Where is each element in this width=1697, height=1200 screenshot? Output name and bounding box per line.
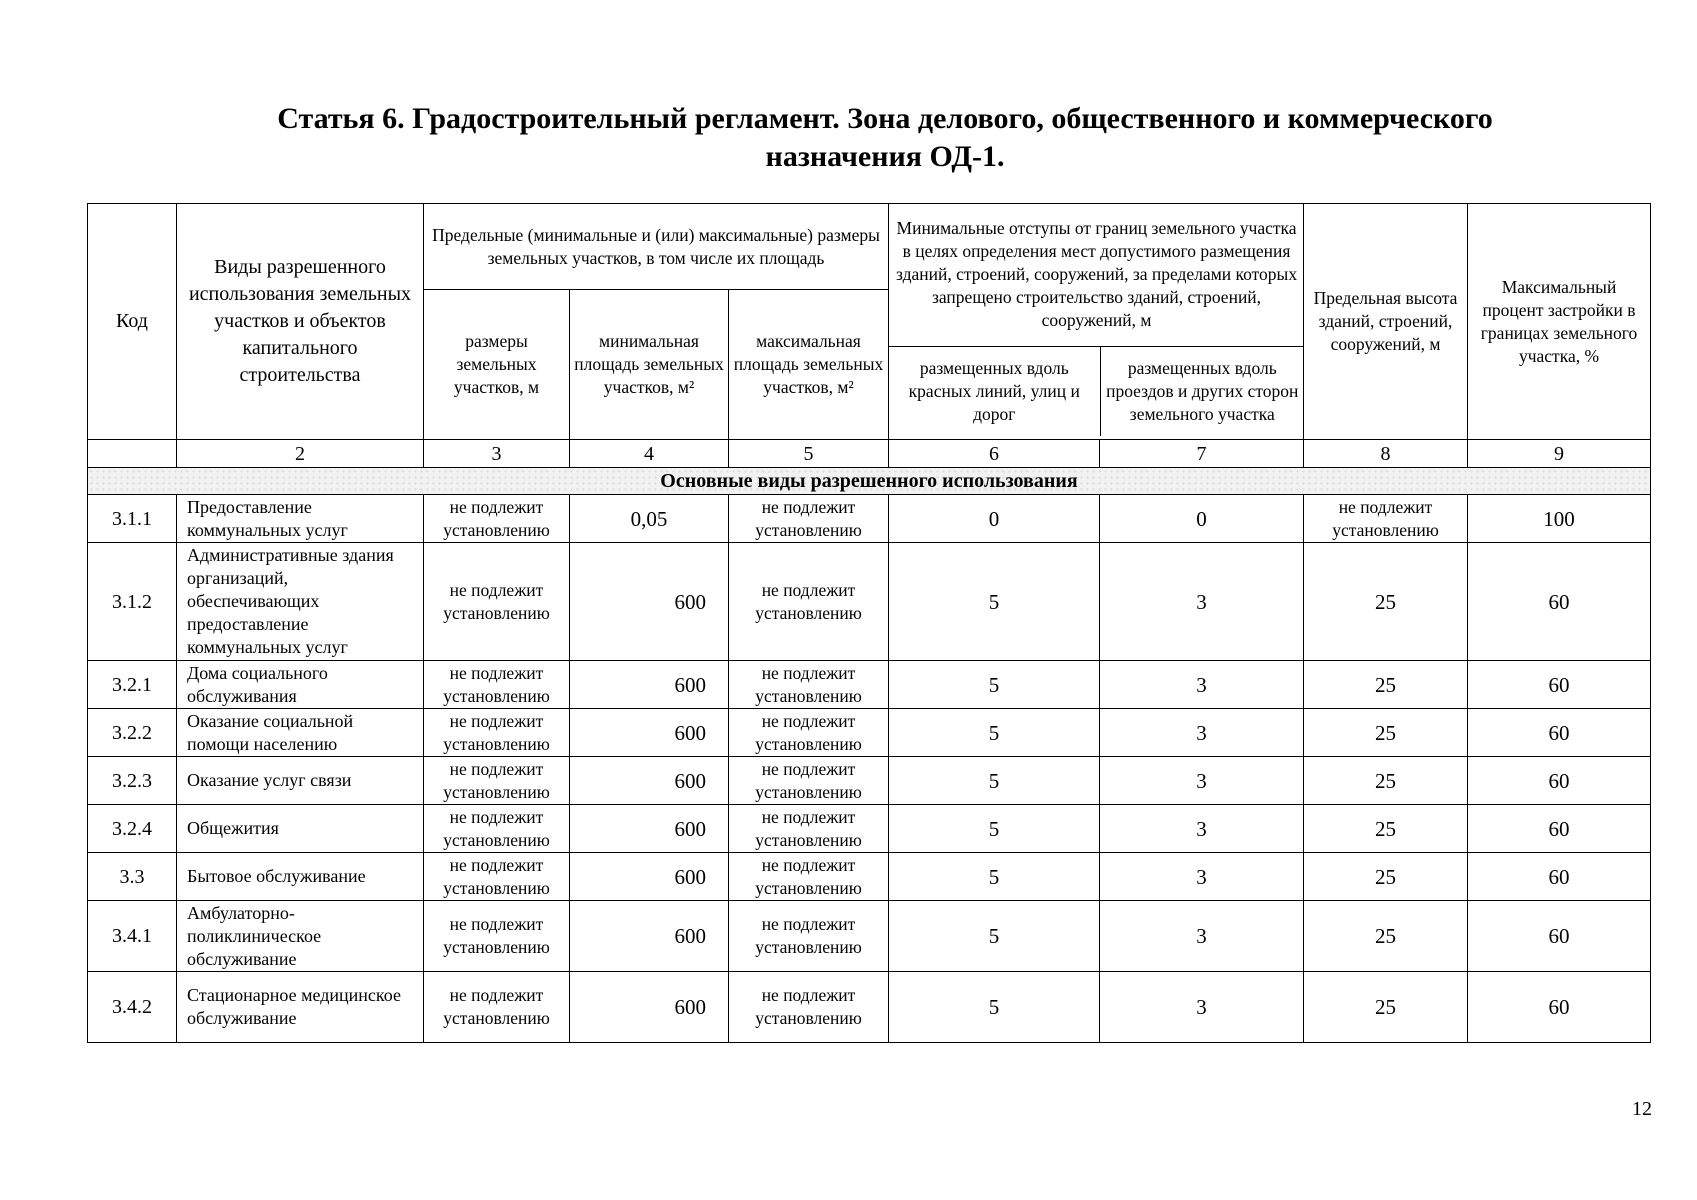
setback-other-cell: 3 [1100, 901, 1304, 972]
header-plot-limits: Предельные (минимальные и (или) максимальные) размеры земельных участков, в том числе их площадь [424, 204, 889, 290]
max-coverage-cell: 60 [1468, 709, 1651, 757]
max-coverage-cell: 60 [1468, 853, 1651, 901]
use-type-cell: Административные здания организаций, обеспечивающих предоставление коммунальных услуг [177, 543, 424, 661]
column-number: 8 [1304, 440, 1468, 468]
table-row [88, 853, 1651, 901]
code-cell: 3.3 [88, 853, 177, 901]
max-area-cell: не подлежит установлению [729, 901, 889, 972]
column-number [88, 440, 177, 468]
column-number: 9 [1468, 440, 1651, 468]
code-cell: 3.2.3 [88, 757, 177, 805]
setback-other-cell: 3 [1100, 853, 1304, 901]
setback-red-lines-cell: 5 [889, 901, 1100, 972]
setback-other-cell: 3 [1100, 757, 1304, 805]
setback-red-lines-cell: 5 [889, 972, 1100, 1043]
max-coverage-cell: 60 [1468, 901, 1651, 972]
column-numbers-row [88, 440, 1651, 468]
page-title [200, 100, 1570, 176]
setback-other-cell: 3 [1100, 709, 1304, 757]
max-coverage-cell: 100 [1468, 495, 1651, 543]
max-height-cell: 25 [1304, 543, 1468, 661]
use-type-cell: Общежития [177, 805, 424, 853]
setback-red-lines-cell: 5 [889, 757, 1100, 805]
code-cell: 3.4.1 [88, 901, 177, 972]
plot-sizes-cell: не подлежит установлению [424, 805, 570, 853]
setback-other-cell: 3 [1100, 543, 1304, 661]
max-area-cell: не подлежит установлению [729, 661, 889, 709]
max-area-cell: не подлежит установлению [729, 972, 889, 1043]
header-min-area [570, 290, 729, 440]
min-area-cell: 600 [570, 661, 729, 709]
min-area-cell: 600 [570, 709, 729, 757]
column-number: 3 [424, 440, 570, 468]
title-line-1: Статья 6. Градостроительный регламент. Зона делового, общественного и коммерческого [277, 102, 1493, 135]
use-type-cell: Оказание услуг связи [177, 757, 424, 805]
table-row [88, 757, 1651, 805]
header-permitted-use-types: Виды разрешенного использования земельных участков и объектов капитального строительства [177, 204, 424, 440]
min-area-cell: 600 [570, 901, 729, 972]
header-max-height: Предельная высота зданий, строений, сооружений, м [1304, 204, 1468, 440]
column-number: 7 [1100, 440, 1304, 468]
max-height-cell: 25 [1304, 972, 1468, 1043]
use-type-cell: Стационарное медицинское обслуживание [177, 972, 424, 1043]
table-row [88, 709, 1651, 757]
header-max-area [729, 290, 889, 440]
setback-red-lines-cell: 5 [889, 853, 1100, 901]
header-max-area-label: максимальная площадь земельных участков, [733, 331, 884, 397]
plot-sizes-cell: не подлежит установлению [424, 853, 570, 901]
table-row [88, 543, 1651, 661]
max-area-cell: не подлежит установлению [729, 709, 889, 757]
min-area-cell: 600 [570, 757, 729, 805]
use-type-cell: Бытовое обслуживание [177, 853, 424, 901]
header-code: Код [88, 204, 177, 440]
plot-sizes-cell: не подлежит установлению [424, 543, 570, 661]
min-area-cell: 0,05 [570, 495, 729, 543]
header-setback-red-lines: размещенных вдоль красных линий, улиц и дорог [889, 346, 1100, 436]
column-number: 5 [729, 440, 889, 468]
section-title: Основные виды разрешенного использования [88, 468, 1651, 495]
max-height-cell: не подлежит установлению [1304, 495, 1468, 543]
table-row [88, 972, 1651, 1043]
max-height-cell: 25 [1304, 805, 1468, 853]
max-height-cell: 25 [1304, 901, 1468, 972]
max-coverage-cell: 60 [1468, 543, 1651, 661]
setback-red-lines-cell: 0 [889, 495, 1100, 543]
min-area-cell: 600 [570, 853, 729, 901]
setback-other-cell: 3 [1100, 972, 1304, 1043]
max-area-cell: не подлежит установлению [729, 805, 889, 853]
column-number: 4 [570, 440, 729, 468]
setback-other-cell: 0 [1100, 495, 1304, 543]
table-row [88, 805, 1651, 853]
plot-sizes-cell: не подлежит установлению [424, 495, 570, 543]
setback-red-lines-cell: 5 [889, 661, 1100, 709]
setback-red-lines-cell: 5 [889, 805, 1100, 853]
code-cell: 3.2.1 [88, 661, 177, 709]
regulation-table [87, 203, 1651, 1043]
code-cell: 3.2.2 [88, 709, 177, 757]
max-height-cell: 25 [1304, 757, 1468, 805]
header-min-area-unit: м² [677, 377, 695, 397]
title-line-2: назначения ОД-1. [765, 140, 1005, 173]
code-cell: 3.1.2 [88, 543, 177, 661]
column-number: 2 [177, 440, 424, 468]
header-max-area-unit: м² [837, 377, 854, 397]
section-row [88, 468, 1651, 495]
header-setbacks-group [889, 204, 1304, 440]
setback-other-cell: 3 [1100, 661, 1304, 709]
max-coverage-cell: 60 [1468, 661, 1651, 709]
plot-sizes-cell: не подлежит установлению [424, 709, 570, 757]
max-coverage-cell: 60 [1468, 805, 1651, 853]
use-type-cell: Дома социального обслуживания [177, 661, 424, 709]
table-row [88, 495, 1651, 543]
min-area-cell: 600 [570, 805, 729, 853]
setback-other-cell: 3 [1100, 805, 1304, 853]
plot-sizes-cell: не подлежит установлению [424, 901, 570, 972]
plot-sizes-cell: не подлежит установлению [424, 972, 570, 1043]
use-type-cell: Оказание социальной помощи населению [177, 709, 424, 757]
code-cell: 3.2.4 [88, 805, 177, 853]
table-row [88, 901, 1651, 972]
header-min-area-label: минимальная площадь земельных участков, [574, 331, 724, 397]
plot-sizes-cell: не подлежит установлению [424, 757, 570, 805]
plot-sizes-cell: не подлежит установлению [424, 661, 570, 709]
min-area-cell: 600 [570, 543, 729, 661]
max-area-cell: не подлежит установлению [729, 543, 889, 661]
header-max-coverage: Максимальный процент застройки в границах земельного участка, % [1468, 204, 1651, 440]
max-height-cell: 25 [1304, 661, 1468, 709]
setback-red-lines-cell: 5 [889, 543, 1100, 661]
max-height-cell: 25 [1304, 853, 1468, 901]
max-height-cell: 25 [1304, 709, 1468, 757]
code-cell: 3.1.1 [88, 495, 177, 543]
max-area-cell: не подлежит установлению [729, 853, 889, 901]
use-type-cell: Предоставление коммунальных услуг [177, 495, 424, 543]
header-setback-other-sides: размещенных вдоль проездов и других сторон земельного участка [1106, 357, 1299, 424]
page-number: 12 [1632, 1098, 1652, 1120]
header-plot-sizes: размеры земельных участков, м [424, 290, 570, 440]
max-area-cell: не подлежит установлению [729, 757, 889, 805]
max-coverage-cell: 60 [1468, 972, 1651, 1043]
code-cell: 3.4.2 [88, 972, 177, 1043]
setback-red-lines-cell: 5 [889, 709, 1100, 757]
setbacks-subtable [889, 204, 1304, 436]
use-type-cell: Амбулаторно-поликлиническое обслуживание [177, 901, 424, 972]
header-setbacks: Минимальные отступы от границ земельного участка в целях определения мест допустимого размещения зданий, строений, сооружений, за пределами которых запрещено строительство зданий, строений, сооружений, м [889, 204, 1304, 346]
min-area-cell: 600 [570, 972, 729, 1043]
table-row [88, 661, 1651, 709]
max-coverage-cell: 60 [1468, 757, 1651, 805]
max-area-cell: не подлежит установлению [729, 495, 889, 543]
column-number: 6 [889, 440, 1100, 468]
